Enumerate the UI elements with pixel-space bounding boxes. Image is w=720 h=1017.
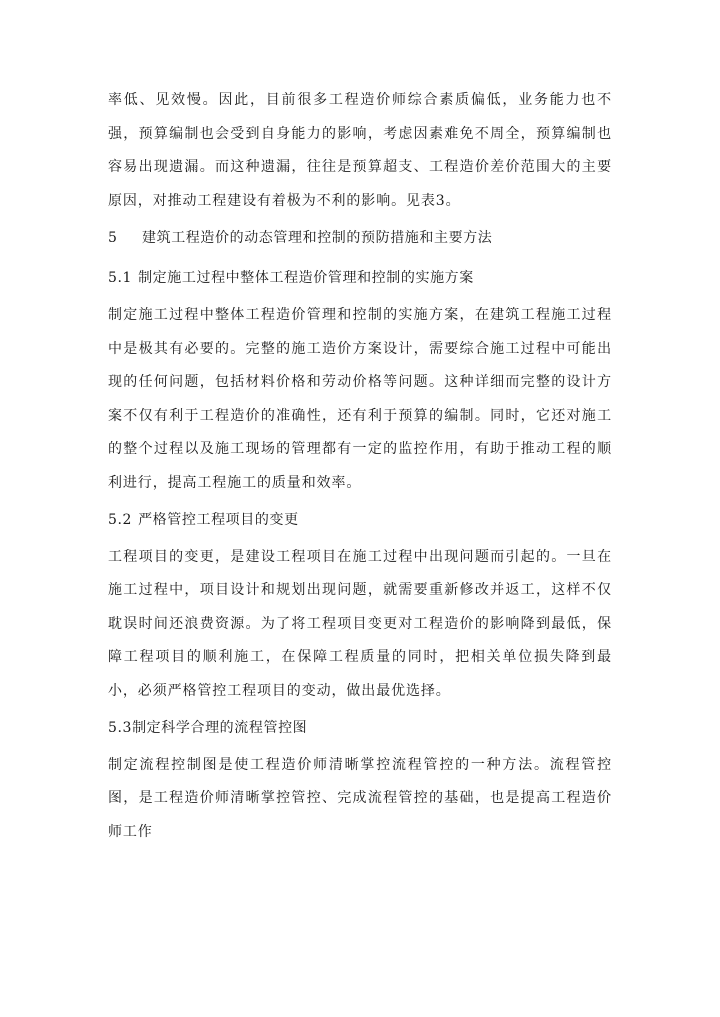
body-paragraph-5-2: 工程项目的变更，是建设工程项目在施工过程中出现问题而引起的。一旦在施工过程中，项目设计和规划出现问题，就需要重新修改并返工，这样不仅耽误时间还浪费资源。为了将工程项目变更对工程造价的影响降到最低，保障工程项目的顺利施工，在保障工程质量的同时，把相关单位损失降到最小，必须严格管控工程项目的变动，做出最优选择。 — [108, 548, 612, 699]
section-title: 建筑工程造价的动态管理和控制的预防措施和主要方法 — [142, 229, 493, 246]
section-heading-5-3 — [108, 708, 612, 749]
section-heading-5 — [108, 218, 612, 259]
body-paragraph-5-1: 制定施工过程中整体工程造价管理和控制的实施方案，在建筑工程施工过程中是极其有必要的。完整的施工造价方案设计，需要综合施工过程中可能出现的任何问题，包括材料价格和劳动价格等问题。这种详细而完整的设计方案不仅有利于工程造价的准确性，还有利于预算的编制。同时，它还对施工的整个过程以及施工现场的管理都有一定的监控作用，有助于推动工程的顺利进行，提高工程施工的质量和效率。 — [108, 307, 612, 491]
body-paragraph-5-3: 制定流程控制图是使工程造价师清晰掌控流程管控的一种方法。流程管控图，是工程造价师清晰掌控管控、完成流程管控的基础，也是提高工程造价师工作 — [108, 756, 612, 840]
section-title: 制定施工过程中整体工程造价管理和控制的实施方案 — [138, 270, 474, 286]
body-paragraph-continued: 率低、见效慢。因此，目前很多工程造价师综合素质偏低，业务能力也不强，预算编制也会受到自身能力的影响，考虑因素难免不周全，预算编制也容易出现遗漏。而这种遗漏，往往是预算超支、工程造价差价范围大的主要原因，对推动工程建设有着极为不利的影响。见表3。 — [108, 92, 612, 209]
section-title: 严格管控工程项目的变更 — [138, 511, 299, 528]
section-title: 制定科学合理的流程管控图 — [132, 719, 308, 736]
section-number: 5.2 — [108, 511, 133, 528]
section-number: 5.1 — [108, 270, 133, 286]
section-number: 5.3 — [108, 719, 133, 736]
section-number: 5 — [108, 229, 118, 246]
section-heading-5-1 — [108, 259, 612, 300]
section-heading-5-2 — [108, 500, 612, 541]
